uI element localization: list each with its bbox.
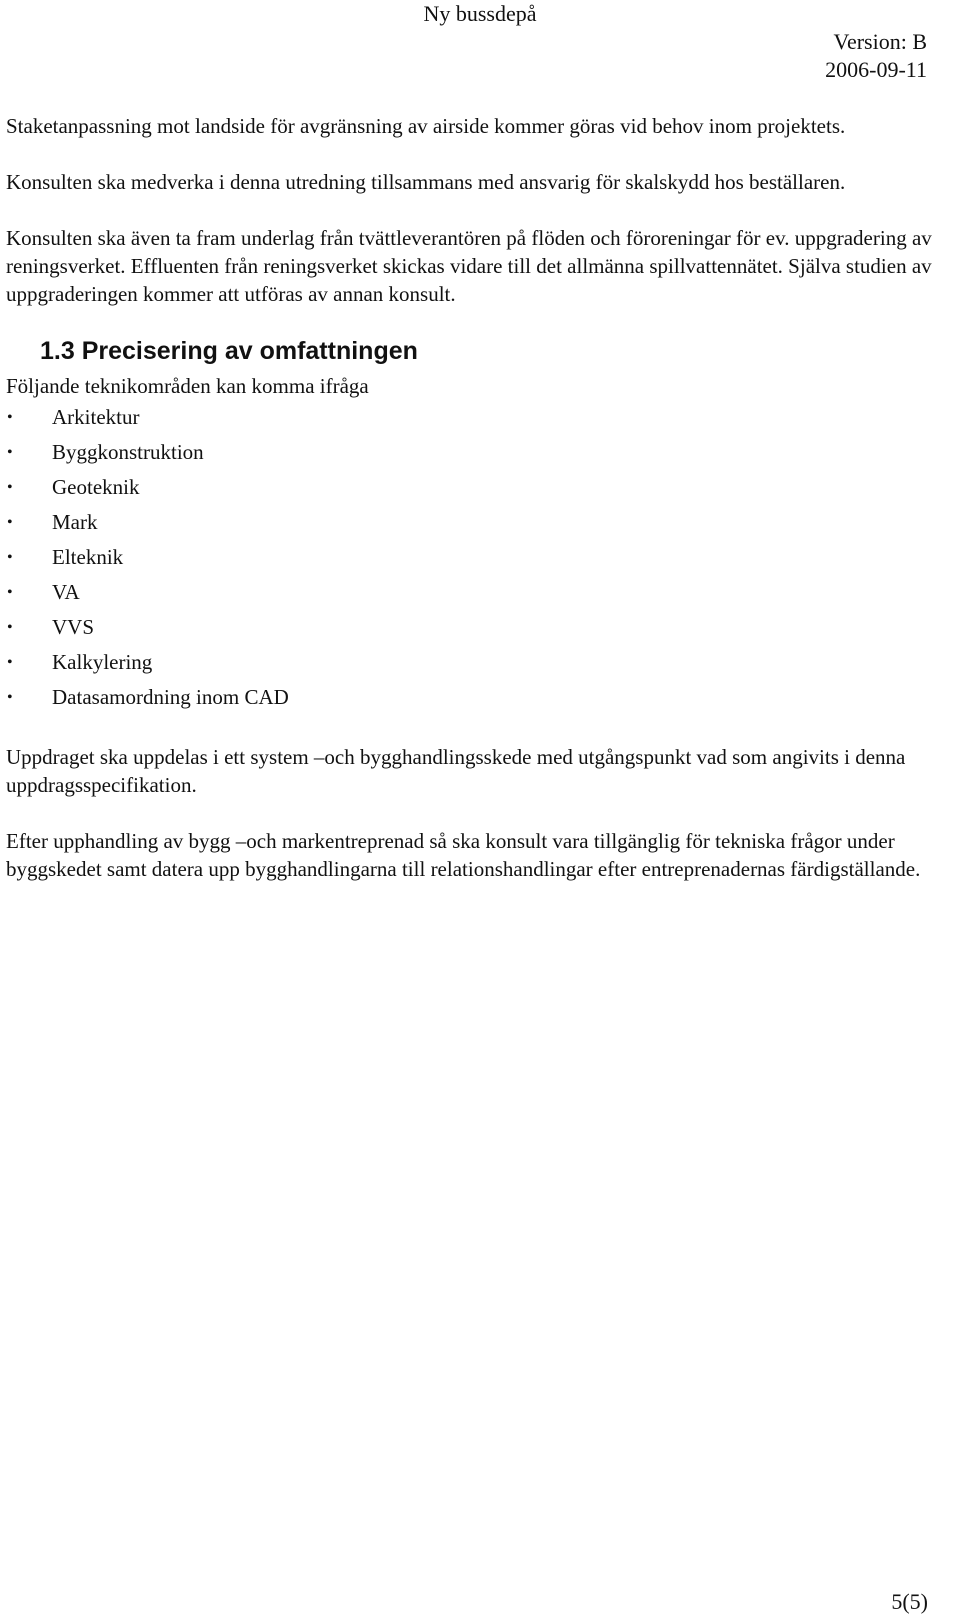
technical-areas-list <box>6 400 934 715</box>
paragraph-fence: Staketanpassning mot landside för avgränsning av airside kommer göras vid behov inom projektets. <box>6 114 846 138</box>
list-item <box>6 470 934 505</box>
version-block <box>825 28 927 84</box>
document-date: 2006-09-11 <box>825 57 927 82</box>
list-item-label: Byggkonstruktion <box>52 440 204 464</box>
list-item <box>6 505 934 540</box>
list-item-label: Mark <box>52 510 98 534</box>
paragraph-assignment-division: Uppdraget ska uppdelas i ett system –och bygghandlingsskede med utgångspunkt vad som angivits i denna uppdragsspecifikation. <box>6 745 906 797</box>
document-body <box>6 112 934 911</box>
bullet-icon: • <box>7 584 13 601</box>
page-number: 5(5) <box>891 1589 928 1614</box>
list-item-label: Arkitektur <box>52 405 140 429</box>
list-item-label: Elteknik <box>52 545 124 569</box>
paragraph-after-procurement: Efter upphandling av bygg –och markentreprenad så ska konsult vara tillgänglig för tekniska frågor under byggskedet samt datera upp bygghandlingarna till relationshandlingar efter entreprenadernas färdigställande. <box>6 829 921 881</box>
bullet-icon: • <box>7 549 13 566</box>
document-title: Ny bussdepå <box>423 1 537 26</box>
bullet-icon: • <box>7 479 13 496</box>
list-item <box>6 400 934 435</box>
paragraph-treatment-plant: Konsulten ska även ta fram underlag från tvättleverantören på flöden och föroreningar för ev. uppgradering av reningsverket. Effluenten från reningsverket skickas vidare till det allmänna spillvattennätet. Själva studien av uppgraderingen kommer att utföras av annan konsult. <box>6 226 932 306</box>
bullet-icon: • <box>7 409 13 426</box>
list-item-label: VA <box>52 580 80 604</box>
list-item-label: VVS <box>52 615 95 639</box>
bullet-icon: • <box>7 689 13 706</box>
list-item <box>6 680 934 715</box>
list-item <box>6 540 934 575</box>
bullet-icon: • <box>7 619 13 636</box>
list-item-label: Geoteknik <box>52 475 140 499</box>
list-item-label: Kalkylering <box>52 650 153 674</box>
list-item-label: Datasamordning inom CAD <box>52 685 289 709</box>
list-item <box>6 610 934 645</box>
list-item <box>6 435 934 470</box>
bullet-icon: • <box>7 444 13 461</box>
bullet-icon: • <box>7 654 13 671</box>
version-label: Version: B <box>833 29 927 54</box>
list-item <box>6 575 934 610</box>
section-heading: 1.3 Precisering av omfattningen <box>40 337 418 365</box>
section-intro: Följande teknikområden kan komma ifråga <box>6 374 369 398</box>
bullet-icon: • <box>7 514 13 531</box>
paragraph-consultant-investigation: Konsulten ska medverka i denna utredning tillsammans med ansvarig för skalskydd hos beställaren. <box>6 170 846 194</box>
list-item <box>6 645 934 680</box>
